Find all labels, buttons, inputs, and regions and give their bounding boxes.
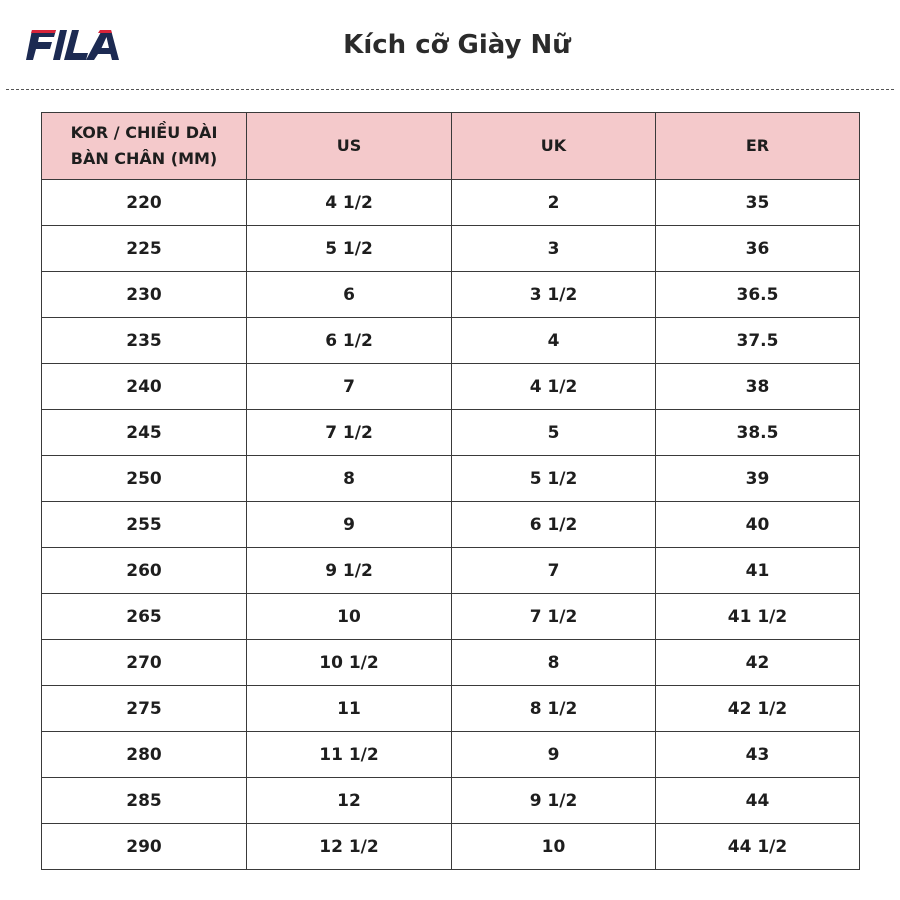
cell-er: 38 [656, 364, 860, 410]
cell-er: 41 [656, 548, 860, 594]
cell-uk: 4 [452, 318, 656, 364]
cell-us: 5 1/2 [247, 226, 452, 272]
cell-uk: 8 1/2 [452, 686, 656, 732]
cell-kor: 240 [42, 364, 247, 410]
table-row [42, 732, 860, 778]
cell-kor: 255 [42, 502, 247, 548]
cell-uk: 2 [452, 180, 656, 226]
cell-er: 44 [656, 778, 860, 824]
cell-us: 8 [247, 456, 452, 502]
size-chart-table [41, 112, 860, 870]
cell-uk: 4 1/2 [452, 364, 656, 410]
cell-uk: 9 1/2 [452, 778, 656, 824]
table-row [42, 594, 860, 640]
cell-er: 40 [656, 502, 860, 548]
table-row [42, 686, 860, 732]
table-row [42, 410, 860, 456]
cell-kor: 290 [42, 824, 247, 870]
table-row [42, 226, 860, 272]
cell-kor: 275 [42, 686, 247, 732]
table-row [42, 272, 860, 318]
cell-kor: 265 [42, 594, 247, 640]
table-row [42, 824, 860, 870]
cell-kor: 220 [42, 180, 247, 226]
table-body [42, 180, 860, 870]
cell-kor: 285 [42, 778, 247, 824]
cell-kor: 280 [42, 732, 247, 778]
dashed-divider [6, 89, 894, 90]
table-row [42, 778, 860, 824]
cell-us: 12 [247, 778, 452, 824]
cell-er: 42 1/2 [656, 686, 860, 732]
cell-us: 6 1/2 [247, 318, 452, 364]
cell-er: 41 1/2 [656, 594, 860, 640]
cell-us: 9 1/2 [247, 548, 452, 594]
cell-kor: 245 [42, 410, 247, 456]
cell-us: 7 1/2 [247, 410, 452, 456]
cell-uk: 10 [452, 824, 656, 870]
cell-er: 35 [656, 180, 860, 226]
cell-kor: 250 [42, 456, 247, 502]
table-row [42, 180, 860, 226]
cell-er: 43 [656, 732, 860, 778]
cell-kor: 270 [42, 640, 247, 686]
cell-kor: 230 [42, 272, 247, 318]
cell-kor: 225 [42, 226, 247, 272]
cell-uk: 5 [452, 410, 656, 456]
cell-er: 44 1/2 [656, 824, 860, 870]
cell-uk: 3 1/2 [452, 272, 656, 318]
header-uk: UK [452, 113, 656, 180]
cell-us: 12 1/2 [247, 824, 452, 870]
cell-us: 10 [247, 594, 452, 640]
cell-uk: 5 1/2 [452, 456, 656, 502]
cell-er: 36 [656, 226, 860, 272]
cell-uk: 7 1/2 [452, 594, 656, 640]
cell-us: 9 [247, 502, 452, 548]
cell-us: 6 [247, 272, 452, 318]
cell-us: 11 [247, 686, 452, 732]
cell-uk: 6 1/2 [452, 502, 656, 548]
cell-er: 42 [656, 640, 860, 686]
page-title: Kích cỡ Giày Nữ [343, 30, 571, 60]
table-row [42, 640, 860, 686]
cell-er: 38.5 [656, 410, 860, 456]
table-row [42, 318, 860, 364]
cell-er: 37.5 [656, 318, 860, 364]
table-row [42, 548, 860, 594]
cell-kor: 260 [42, 548, 247, 594]
cell-us: 4 1/2 [247, 180, 452, 226]
cell-uk: 3 [452, 226, 656, 272]
cell-us: 7 [247, 364, 452, 410]
cell-er: 36.5 [656, 272, 860, 318]
table-row [42, 456, 860, 502]
table-header-row [42, 113, 860, 180]
header-us: US [247, 113, 452, 180]
header-er: ER [656, 113, 860, 180]
cell-uk: 8 [452, 640, 656, 686]
header-kor-foot-length: KOR / CHIỀU DÀI BÀN CHÂN (MM) [42, 113, 247, 180]
cell-uk: 9 [452, 732, 656, 778]
cell-us: 10 1/2 [247, 640, 452, 686]
table-row [42, 502, 860, 548]
cell-uk: 7 [452, 548, 656, 594]
cell-us: 11 1/2 [247, 732, 452, 778]
cell-kor: 235 [42, 318, 247, 364]
table-row [42, 364, 860, 410]
cell-er: 39 [656, 456, 860, 502]
